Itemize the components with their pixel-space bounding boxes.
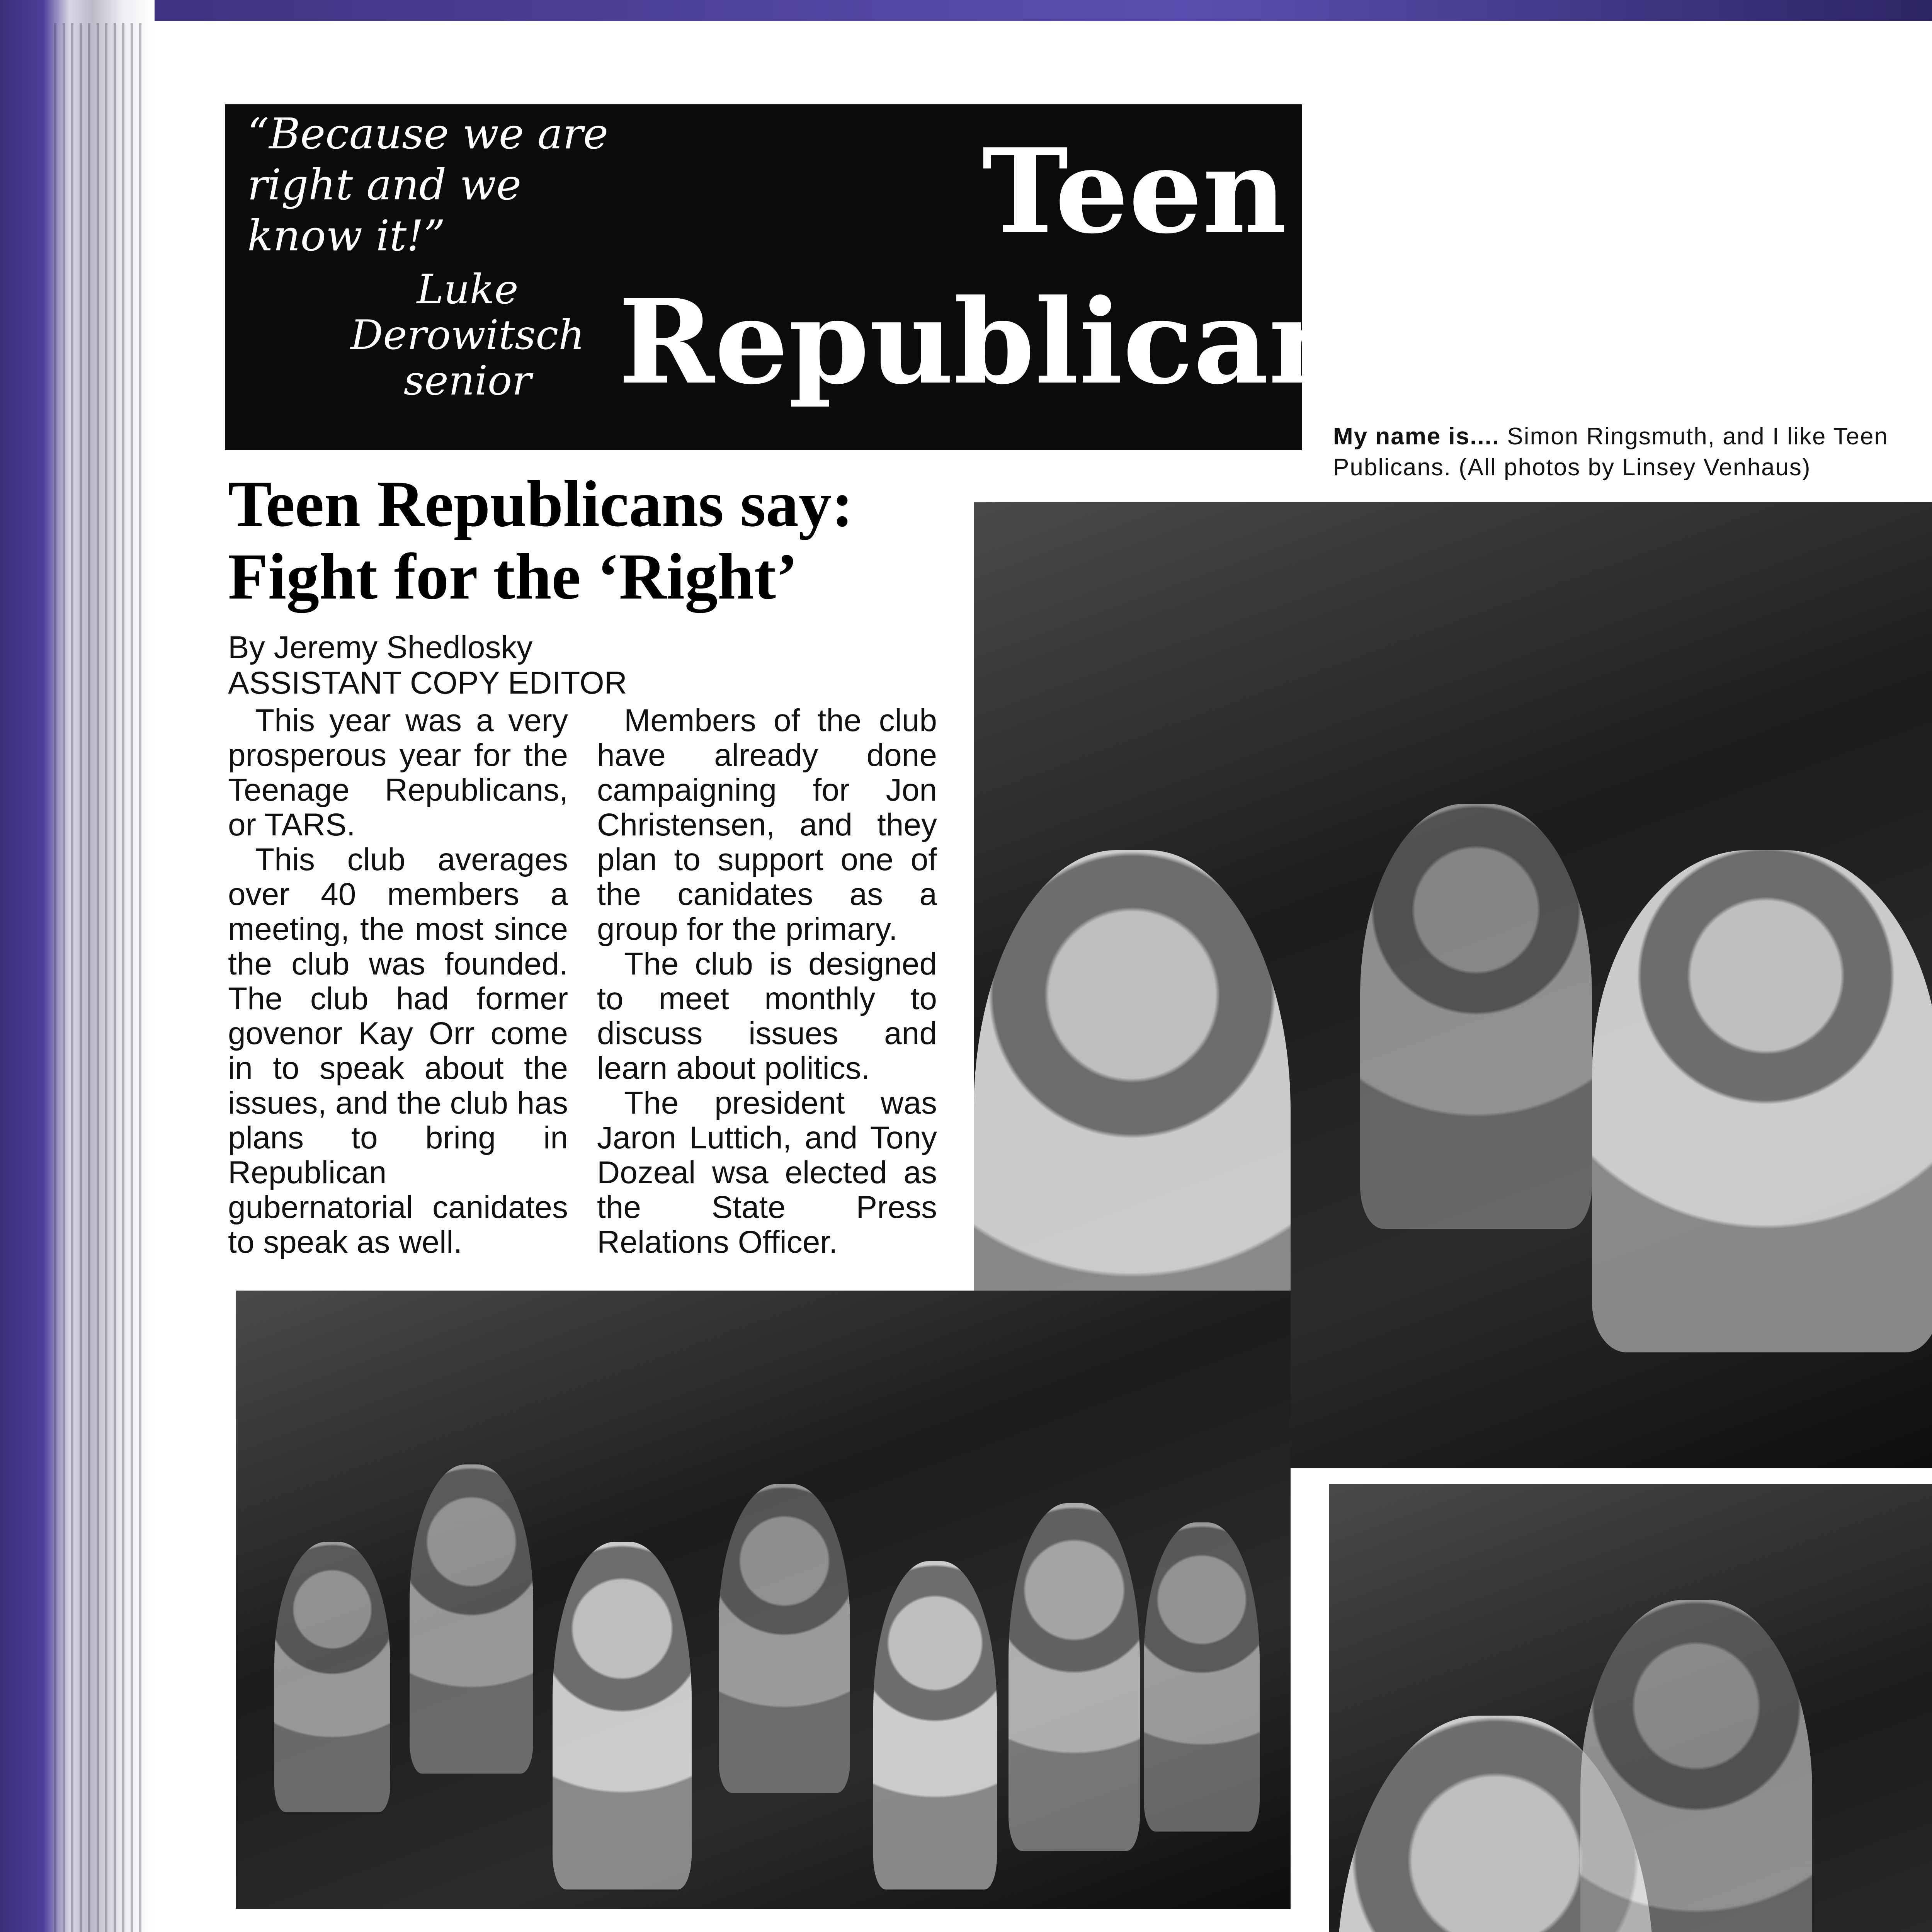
photo-group: [236, 1291, 1291, 1909]
page-top-edge: [0, 0, 1932, 21]
attribution-title: senior: [403, 357, 532, 404]
banner-title-line2: Republicans: [618, 274, 1418, 410]
caption-text: Simon Ringsmuth, and I like Teen Publicans. (All photos by Linsey Venhaus): [1333, 423, 1888, 481]
article-column-1: [228, 703, 568, 1260]
banner-title: [618, 116, 1418, 417]
headline-line2: Fight for the ‘Right’: [228, 540, 798, 613]
headline-line1: Teen Republicans say:: [228, 468, 854, 540]
banner-quote: “Because we are right and we know it!”: [247, 109, 609, 260]
quote-attribution: [348, 267, 587, 403]
photo-jeremy-shedlosky: [1329, 1484, 1932, 1932]
article-paragraph: This year was a very prosperous year for the Teenage Republicans, or TARS.: [228, 703, 568, 842]
attribution-name: Luke Derowitsch: [350, 266, 585, 359]
article-headline: [228, 468, 981, 613]
caption-top-right: [1333, 421, 1932, 483]
caption-lead: My name is....: [1333, 423, 1500, 450]
banner-title-line1: Teen: [982, 123, 1287, 259]
article-paragraph: This club averages over 40 members a meeting, the most since the club was founded. The club had former govenor Kay Orr come in to speak about the issues, and the club has plans to bring in Republican gubernatorial canidates to speak as well.: [228, 842, 568, 1260]
byline-name: By Jeremy Shedlosky: [228, 630, 533, 665]
page-edges: [54, 23, 147, 1932]
byline-title: ASSISTANT COPY EDITOR: [228, 665, 627, 701]
article-paragraph: Members of the club have already done campaigning for Jon Christensen, and they plan to support one of the canidates as a group for the primary.: [597, 703, 937, 947]
article-paragraph: The president was Jaron Luttich, and Tony Dozeal wsa elected as the State Press Relations Officer.: [597, 1085, 937, 1260]
article-paragraph: The club is designed to meet monthly to discuss issues and learn about politics.: [597, 946, 937, 1086]
byline: [228, 630, 885, 701]
article-column-2: [597, 703, 937, 1260]
